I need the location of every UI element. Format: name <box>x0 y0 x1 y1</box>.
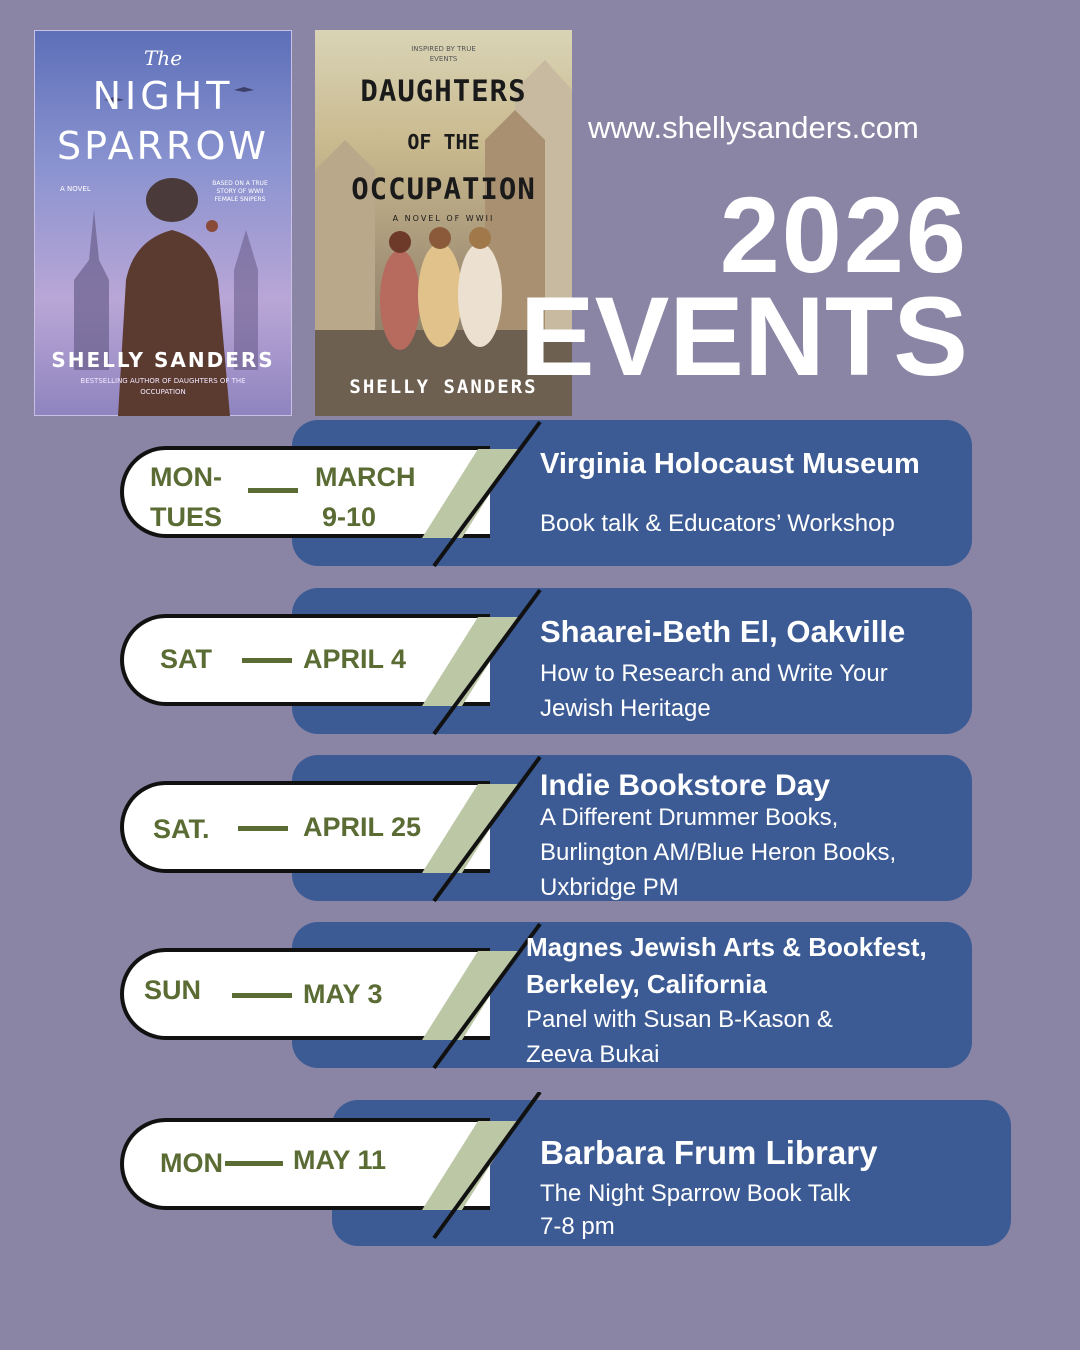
night-sparrow-kicker: A NOVEL <box>60 185 91 193</box>
event-description-line1: Panel with Susan B-Kason & <box>526 1006 833 1033</box>
night-sparrow-title-line2: SPARROW <box>57 124 269 168</box>
date-dash <box>238 826 288 831</box>
event-day-2: TUES <box>150 502 223 532</box>
event-description-line2: Jewish Heritage <box>540 695 711 722</box>
event-row-1 <box>0 420 1080 570</box>
night-sparrow-tagline: BESTSELLING AUTHOR OF DAUGHTERS OF THE OCCUPATION <box>80 377 246 396</box>
event-description-line2: 7-8 pm <box>540 1213 615 1240</box>
event-description-line1: The Night Sparrow Book Talk <box>540 1180 851 1207</box>
night-sparrow-title-line1: NIGHT <box>92 74 234 118</box>
event-day: SUN <box>144 975 202 1005</box>
pill-divider <box>0 420 1080 570</box>
event-venue: Virginia Holocaust Museum <box>540 448 920 480</box>
event-date: APRIL 4 <box>303 644 407 674</box>
event-day: MON- <box>150 462 222 492</box>
event-date-2: 9-10 <box>322 502 377 532</box>
daughters-title-line3: OCCUPATION <box>351 172 536 206</box>
event-venue: Shaarei-Beth El, Oakville <box>540 614 906 649</box>
event-date: MAY 3 <box>303 979 383 1009</box>
event-description-line1: A Different Drummer Books, <box>540 804 839 831</box>
event-row-2 <box>0 588 1080 738</box>
night-sparrow-title-small: The <box>143 46 183 70</box>
event-row-4 <box>0 922 1080 1072</box>
event-venue-line1: Magnes Jewish Arts & Bookfest, <box>526 932 927 962</box>
date-dash <box>242 658 292 663</box>
event-venue-line2: Berkeley, California <box>526 969 767 999</box>
daughters-title-line1: DAUGHTERS <box>360 74 527 108</box>
event-date: MAY 11 <box>293 1145 387 1175</box>
date-dash <box>248 488 298 493</box>
website-url[interactable]: www.shellysanders.com <box>588 110 919 145</box>
daughters-subtitle: A NOVEL OF WWII <box>392 214 495 223</box>
event-description-line2: Burlington AM/Blue Heron Books, <box>540 839 897 866</box>
daughters-author: SHELLY SANDERS <box>349 376 538 398</box>
event-day: SAT <box>160 644 212 674</box>
events-heading: EVENTS <box>519 274 968 399</box>
event-day: MON <box>160 1148 223 1178</box>
year-heading: 2026 <box>719 174 968 295</box>
daughters-title-line2: OF THE <box>407 130 480 154</box>
event-venue: Barbara Frum Library <box>540 1134 878 1171</box>
event-date: MARCH <box>315 462 416 492</box>
event-description: Book talk & Educators’ Workshop <box>540 510 895 537</box>
event-row-3 <box>0 755 1080 905</box>
night-sparrow-note: BASED ON A TRUE STORY OF WWII FEMALE SNIPERS <box>212 180 268 203</box>
event-day: SAT. <box>153 814 210 844</box>
daughters-kicker: INSPIRED BY TRUE EVENTS <box>411 45 476 63</box>
night-sparrow-cover <box>34 30 292 416</box>
event-date: APRIL 25 <box>303 812 422 842</box>
night-sparrow-author: SHELLY SANDERS <box>51 348 275 372</box>
date-dash <box>225 1161 283 1166</box>
event-description-line2: Zeeva Bukai <box>526 1041 660 1068</box>
event-description-line1: How to Research and Write Your <box>540 660 888 687</box>
date-dash <box>232 993 292 998</box>
event-description-line3: Uxbridge PM <box>540 874 679 901</box>
event-venue: Indie Bookstore Day <box>540 769 831 802</box>
event-row-5 <box>0 1092 1080 1242</box>
